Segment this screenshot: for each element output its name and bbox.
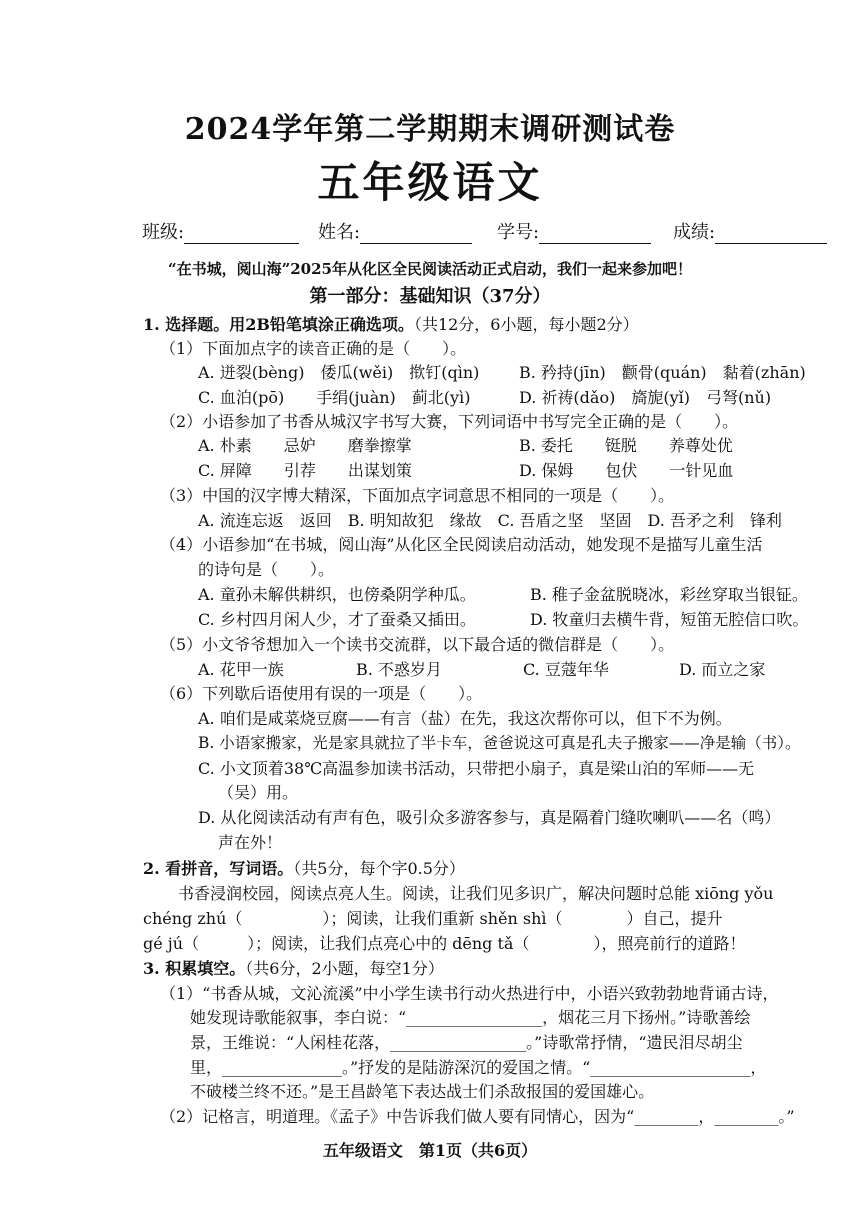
q2-paragraph-line1: 书香浸润校园，阅读点亮人生。阅读，让我们见多识广，解决问题时总能 xiōng yǒu xyxy=(178,884,774,903)
q1-6-stem: （6）下列歇后语使用有误的一项是（ ）。 xyxy=(160,684,483,703)
q3-1-line2[interactable]: 她发现诗歌能叙事，李白说：“_________________，烟花三月下扬州。”诗歌善绘 xyxy=(190,1008,751,1027)
number-field xyxy=(497,218,651,244)
q1-6-option-a[interactable]: A. 咱们是咸菜烧豆腐——有言（盐）在先，我这次帮你可以，但下不为例。 xyxy=(198,709,732,728)
q3-1-line4[interactable]: 里，_______________。”抒发的是陆游深沉的爱国之情。“____________________， xyxy=(190,1058,767,1077)
q1-note: （共12分，6小题，每小题2分） xyxy=(413,315,639,334)
part-one-title: 第一部分：基础知识（37分） xyxy=(309,286,551,307)
q1-1-option-c[interactable]: C. 血泊(pō) 手绢(juàn) 蓟北(yì) xyxy=(198,388,471,407)
score-blank[interactable] xyxy=(715,225,827,244)
q2-paragraph-line2[interactable]: chéng zhú（ ）；阅读，让我们重新 shěn shì（ ）自己，提升 xyxy=(143,909,723,928)
q1-2-option-d[interactable]: D. 保姆 包伏 一针见血 xyxy=(519,461,734,480)
q1-6-option-b[interactable]: B. 小语家搬家，光是家具就拉了半卡车，爸爸说这可真是孔夫子搬家——净是输（书）。 xyxy=(198,734,801,752)
q2-title: 2. 看拼音，写词语。 xyxy=(143,859,294,878)
q1-4-option-d[interactable]: D. 牧童归去横牛背，短笛无腔信口吹。 xyxy=(530,610,809,629)
q3-heading xyxy=(143,956,444,979)
score-label: 成绩: xyxy=(673,222,716,243)
q1-6-option-d-line2: 声在外！ xyxy=(218,833,283,852)
q1-5-option-d[interactable]: D. 而立之家 xyxy=(679,660,766,679)
q1-3-stem: （3）中国的汉字博大精深，下面加点字词意思不相同的一项是（ ）。 xyxy=(160,486,675,505)
q3-1-line5: 不破楼兰终不还。”是王昌龄笔下表达战士们杀敌报国的爱国雄心。 xyxy=(190,1082,655,1101)
name-field xyxy=(318,218,472,244)
q2-heading xyxy=(143,856,465,879)
q3-note: （共6分，2小题，每空1分） xyxy=(245,959,444,978)
q1-1-option-a[interactable]: A. 迸裂(bèng) 倭瓜(wěi) 揿钉(qìn) xyxy=(198,363,480,382)
q1-2-option-b[interactable]: B. 委托 铤脱 养尊处优 xyxy=(519,436,733,455)
number-blank[interactable] xyxy=(539,225,651,244)
q2-paragraph-line3[interactable]: gé jú（ ）；阅读，让我们点亮心中的 dēng tǎ（ ），照亮前行的道路！ xyxy=(143,934,746,953)
q1-6-option-c-line1[interactable]: C. 小文顶着38℃高温参加读书活动，只带把小扇子，真是梁山泊的军师——无 xyxy=(198,759,755,778)
q1-6-option-c-line2: （吴）用。 xyxy=(218,783,299,802)
q1-title: 1. 选择题。用2B铅笔填涂正确选项。 xyxy=(143,315,414,334)
q1-heading xyxy=(143,312,639,335)
exam-subject: 五年级语文 xyxy=(317,158,543,207)
q1-3-options[interactable]: A. 流连忘返 返回 B. 明知故犯 缘故 C. 吾盾之坚 坚固 D. 吾矛之利 锋利 xyxy=(198,511,782,530)
q1-6-option-d-line1[interactable]: D. 从化阅读活动有声有色，吸引众多游客参与，真是隔着门缝吹喇叭——名（鸣） xyxy=(198,808,781,827)
activity-banner: “在书城，阅山海”2025年从化区全民阅读活动正式启动，我们一起来参加吧！ xyxy=(167,260,692,278)
q1-2-stem: （2）小语参加了书香从城汉字书写大赛，下列词语中书写完全正确的是（ ）。 xyxy=(160,412,739,431)
q1-1-stem: （1）下面加点字的读音正确的是（ ）。 xyxy=(160,339,467,358)
q2-note: （共5分，每个字0.5分） xyxy=(293,859,465,878)
q3-2-line1[interactable]: （2）记格言，明道理。《孟子》中告诉我们做人要有同情心，因为“________，________。” xyxy=(160,1107,795,1126)
q1-5-option-a[interactable]: A. 花甲一族 xyxy=(198,660,284,679)
q1-1-option-d[interactable]: D. 祈祷(dǎo) 旖旎(yǐ) 弓弩(nǔ) xyxy=(519,388,772,407)
class-label: 班级: xyxy=(142,222,185,243)
exam-title: 2024学年第二学期期末调研测试卷 xyxy=(184,112,676,147)
class-field xyxy=(142,218,299,244)
q1-5-option-c[interactable]: C. 豆蔻年华 xyxy=(523,660,609,679)
q1-4-stem-line1: （4）小语参加“在书城，阅山海”从化区全民阅读启动活动，她发现不是描写儿童生活 xyxy=(160,535,763,554)
name-blank[interactable] xyxy=(360,225,472,244)
q1-2-option-c[interactable]: C. 屏障 引荐 出谋划策 xyxy=(198,461,412,480)
q3-1-line3[interactable]: 景，王维说：“人闲桂花落，_________________。”诗歌常抒情，“遗民泪尽胡尘 xyxy=(190,1033,743,1052)
q1-5-option-b[interactable]: B. 不惑岁月 xyxy=(356,660,442,679)
class-blank[interactable] xyxy=(184,225,299,244)
number-label: 学号: xyxy=(497,222,540,243)
q1-5-stem: （5）小文爷爷想加入一个读书交流群，以下最合适的微信群是（ ）。 xyxy=(160,635,675,654)
q1-2-option-a[interactable]: A. 朴素 忌妒 磨拳擦掌 xyxy=(198,436,412,455)
q1-4-option-c[interactable]: C. 乡村四月闲人少，才了蚕桑又插田。 xyxy=(198,610,476,629)
q3-title: 3. 积累填空。 xyxy=(143,959,246,978)
name-label: 姓名: xyxy=(318,222,361,243)
q1-4-option-a[interactable]: A. 童孙未解供耕织，也傍桑阴学种瓜。 xyxy=(198,585,476,604)
page-footer: 五年级语文 第1页（共6页） xyxy=(322,1141,538,1160)
q1-4-option-b[interactable]: B. 稚子金盆脱晓冰，彩丝穿取当银钲。 xyxy=(530,585,808,604)
q1-4-stem-line2: 的诗句是（ ）。 xyxy=(198,560,335,579)
q1-1-option-b[interactable]: B. 矜持(jīn) 颧骨(quán) 黏着(zhān) xyxy=(519,363,806,382)
q3-1-line1: （1）“书香从城，文沁流溪”中小学生读书行动火热进行中，小语兴致勃勃地背诵古诗， xyxy=(160,984,779,1003)
score-field xyxy=(673,218,827,244)
